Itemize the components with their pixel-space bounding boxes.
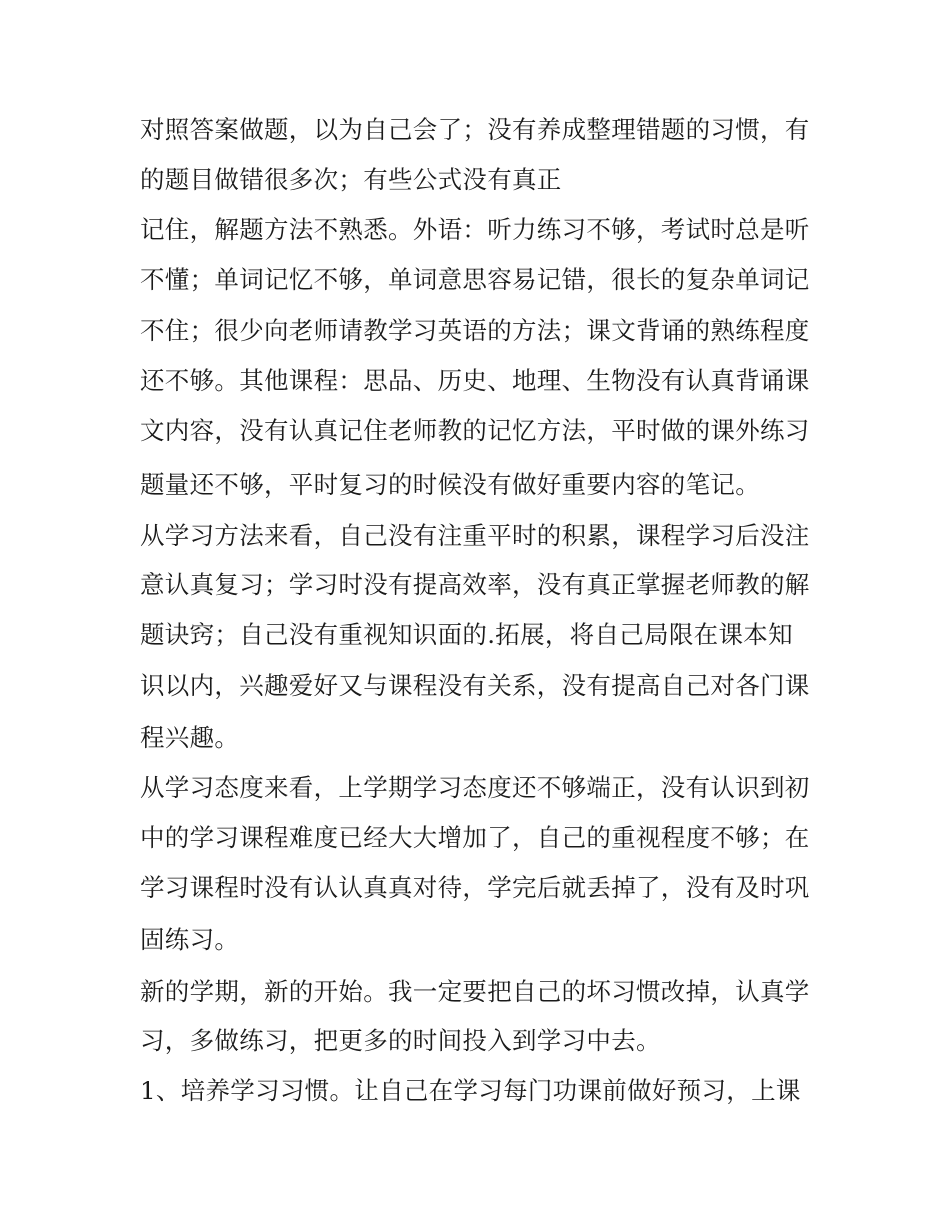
- text-line: 记住，解题方法不熟悉。外语：听力练习不够，考试时总是听: [140, 215, 810, 244]
- text-line: 从学习方法来看，自己没有注重平时的积累，课程学习后没注: [140, 521, 810, 550]
- text-line: 新的学期，新的开始。我一定要把自己的坏习惯改掉，认真学: [140, 977, 810, 1006]
- text-line: 学习课程时没有认认真真对待，学完后就丢掉了，没有及时巩: [140, 873, 810, 902]
- text-line: 对照答案做题，以为自己会了；没有养成整理错题的习惯，有: [140, 115, 810, 144]
- text-line: 题量还不够，平时复习的时候没有做好重要内容的笔记。: [140, 470, 760, 499]
- text-line: 习，多做练习，把更多的时间投入到学习中去。: [140, 1026, 661, 1055]
- text-line: 固练习。: [140, 925, 240, 954]
- text-line: 程兴趣。: [140, 723, 240, 752]
- text-line: 题诀窍；自己没有重视知识面的.拓展，将自己局限在课本知: [140, 620, 793, 649]
- text-line: 意认真复习；学习时没有提高效率，没有真正掌握老师教的解: [140, 570, 810, 599]
- text-line: 不懂；单词记忆不够，单词意思容易记错，很长的复杂单词记: [140, 265, 810, 294]
- text-line: 还不够。其他课程：思品、历史、地理、生物没有认真背诵课: [140, 366, 810, 395]
- text-line: 文内容，没有认真记住老师教的记忆方法，平时做的课外练习: [140, 416, 810, 445]
- text-line: 中的学习课程难度已经大大增加了，自己的重视程度不够；在: [140, 823, 810, 852]
- text-line: 识以内，兴趣爱好又与课程没有关系，没有提高自己对各门课: [140, 671, 810, 700]
- text-line: 的题目做错很多次；有些公式没有真正: [140, 165, 562, 194]
- text-line: 1、培养学习习惯。让自己在学习每门功课前做好预习，上课: [140, 1076, 801, 1105]
- text-line: 不住；很少向老师请教学习英语的方法；课文背诵的熟练程度: [140, 316, 810, 345]
- text-line: 从学习态度来看，上学期学习态度还不够端正，没有认识到初: [140, 773, 810, 802]
